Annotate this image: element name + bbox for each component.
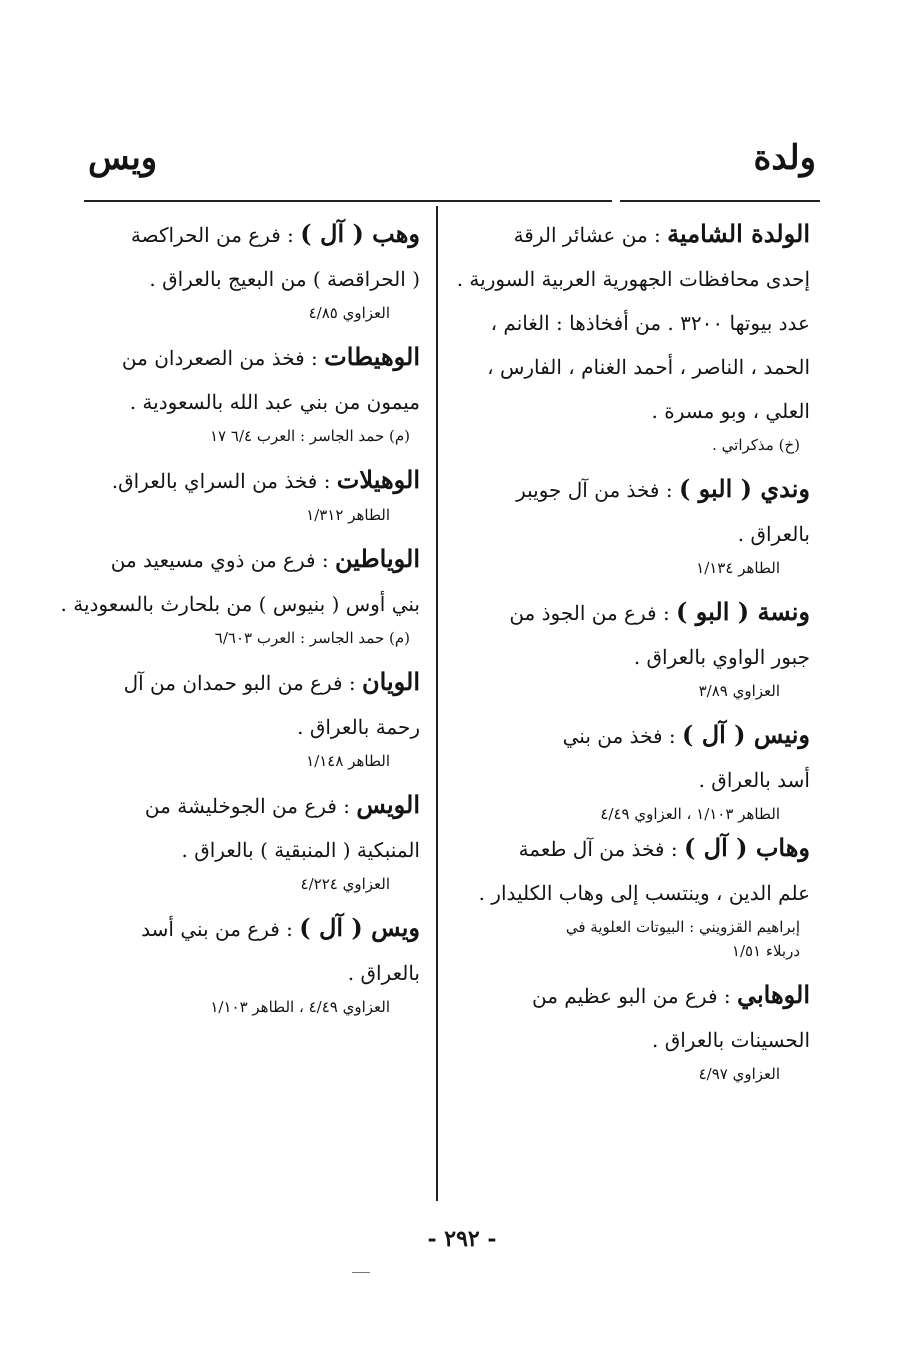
entry-line: بالعراق .: [737, 522, 810, 546]
column-divider: [436, 206, 438, 1201]
entry-text: : فرع من الجوخليشة من: [144, 794, 350, 818]
entry-line: المنبكية ( المنبقية ) بالعراق .: [181, 838, 420, 862]
entry-text: : فخذ من آل جويبر: [516, 478, 673, 502]
entry: [84, 906, 420, 1019]
entry-line: [84, 458, 420, 503]
entry-text: : فرع من البو عظيم من: [531, 984, 731, 1008]
entry-headword: الويان: [362, 667, 420, 696]
entry-source: (خ) مذكراتي .: [712, 436, 800, 454]
entry: [84, 783, 420, 896]
entry: [60, 537, 420, 650]
entry-line: [84, 537, 420, 582]
entry-text: : فخذ من آل طعمة: [518, 837, 678, 861]
entry-headword: الوهيلات: [336, 465, 420, 494]
entry-text: : فرع من ذوي مسيعيد من: [110, 548, 329, 572]
left-column: [60, 212, 420, 1019]
entry-line: [452, 467, 810, 512]
entry-line: علم الدين ، وينتسب إلى وهاب الكليدار .: [478, 881, 810, 905]
entry: [452, 467, 810, 580]
entry-source: (م) حمد الجاسر : العرب ٦/٤ ١٧: [210, 427, 410, 445]
entry-line: رحمة بالعراق .: [297, 715, 420, 739]
entry-line: الحسينات بالعراق .: [652, 1028, 810, 1052]
running-head-left: ويس: [88, 138, 158, 178]
entry-headword: وهاب ( آل ): [683, 833, 810, 862]
entry: [452, 590, 810, 703]
entry: [84, 660, 420, 773]
entry-text: : فرع من الجوذ من: [509, 601, 670, 625]
entry-line: أسد بالعراق .: [698, 768, 810, 792]
entry-headword: الوياطين: [335, 544, 420, 573]
entry-source: العزاوي ٣/٨٩: [698, 682, 780, 700]
right-column: [452, 212, 810, 1086]
entry-source: إبراهيم القزويني : البيوتات العلوية في: [565, 918, 800, 936]
entry-source: العزاوي ٤/٤٩ ، الطاهر ١/١٠٣: [210, 998, 390, 1016]
header-rule-left: [84, 200, 612, 202]
entry-line: ميمون من بني عبد الله بالسعودية .: [129, 390, 420, 414]
entry: [452, 713, 810, 826]
entry-line: بالعراق .: [347, 961, 420, 985]
entry-text: : فخذ من السراي بالعراق.: [111, 469, 331, 493]
entry: [452, 212, 810, 457]
entry-headword: ونسة ( البو ): [676, 597, 810, 626]
entry-text: : فرع من البو حمدان من آل: [123, 671, 356, 695]
entry-line: [84, 783, 420, 828]
entry-headword: ونيس ( آل ): [682, 720, 810, 749]
entry-headword: الوهيطات: [324, 342, 420, 371]
entry-headword: الوهابي: [736, 980, 810, 1009]
entry-line: جبور الواوي بالعراق .: [633, 645, 810, 669]
entry-headword: وندي ( البو ): [678, 474, 810, 503]
entry-headword: الولدة الشامية: [667, 219, 810, 248]
running-head-right: ولدة: [753, 138, 816, 178]
entry-line: [452, 713, 810, 758]
entry-text: : فرع من الحراكصة: [130, 223, 294, 247]
entry-source: الطاهر ١/١٠٣ ، العزاوي ٤/٤٩: [600, 805, 780, 823]
entry: [84, 335, 420, 448]
entry-text: : فخذ من الصعردان من: [121, 346, 318, 370]
entry-line: بني أوس ( بنيوس ) من بلحارث بالسعودية .: [60, 592, 420, 616]
entry-headword: وهب ( آل ): [300, 219, 420, 248]
entry: [84, 212, 420, 325]
entry-source-continued: دربلاء ١/٥١: [731, 942, 800, 960]
entry-line: الحمد ، الناصر ، أحمد الغنام ، الفارس ،: [487, 355, 810, 379]
entry-text: : فرع من بني أسد: [141, 917, 293, 941]
entry-source: الطاهر ١/٣١٢: [306, 506, 390, 524]
entry: [452, 826, 810, 963]
entry-line: [84, 906, 420, 951]
header-rule-right: [620, 200, 820, 202]
entry-line: [84, 212, 420, 257]
entry-headword: الويس: [356, 790, 420, 819]
entry-headword: ويس ( آل ): [299, 913, 420, 942]
entry-source: (م) حمد الجاسر : العرب ٦/٦٠٣: [214, 629, 410, 647]
entry: [452, 973, 810, 1086]
entry-line: [452, 826, 810, 871]
entry-line: العلي ، وبو مسرة .: [651, 399, 810, 423]
entry-line: إحدى محافظات الجهورية العربية السورية .: [456, 267, 810, 291]
entry-line: ( الحراقصة ) من البعيج بالعراق .: [149, 267, 420, 291]
entry-line: [452, 212, 810, 257]
entry-source: الطاهر ١/١٣٤: [696, 559, 780, 577]
entry-text: : فخذ من بني: [562, 724, 676, 748]
entry-source: العزاوي ٤/٢٢٤: [300, 875, 390, 893]
entry-line: [84, 335, 420, 380]
entry-source: العزاوي ٤/٨٥: [308, 304, 390, 322]
entry-line: عدد بيوتها ٣٢٠٠ . من أفخاذها : الغانم ،: [490, 311, 810, 335]
entry-text: : من عشائر الرقة: [513, 223, 661, 247]
entry-line: [452, 973, 810, 1018]
entry-line: [452, 590, 810, 635]
entry-source: العزاوي ٤/٩٧: [698, 1065, 780, 1083]
entry-line: [84, 660, 420, 705]
footer-mark: [352, 1272, 370, 1273]
page-number: - ٢٩٢ -: [427, 1226, 497, 1252]
entry: [84, 458, 420, 527]
entry-source: الطاهر ١/١٤٨: [306, 752, 390, 770]
